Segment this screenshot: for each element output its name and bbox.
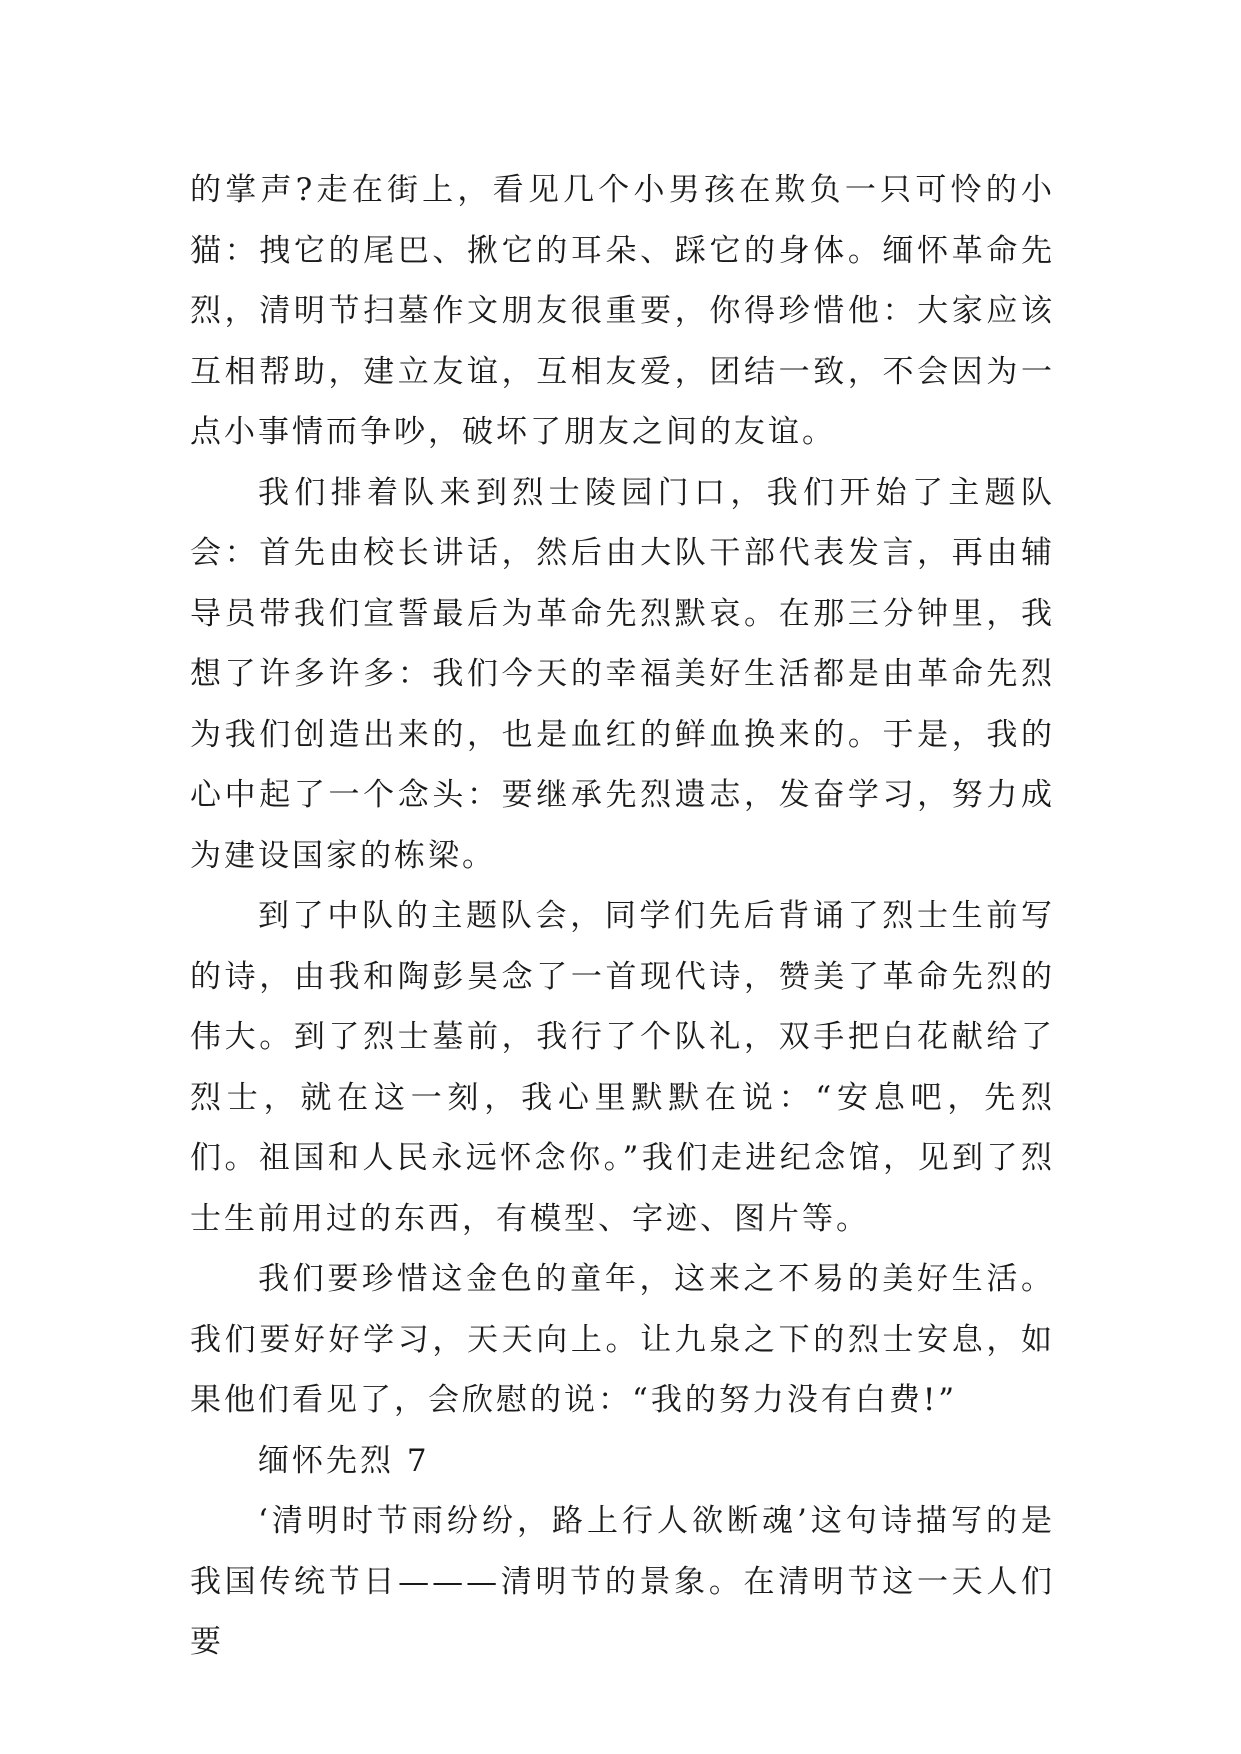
paragraph-5: ‘清明时节雨纷纷，路上行人欲断魂’这句诗描写的是我国传统节日———清明节的景象。在清明节这一天人们要 [190,1503,1055,1660]
paragraph-2: 我们排着队来到烈士陵园门口，我们开始了主题队会：首先由校长讲话，然后由大队干部代表发言，再由辅导员带我们宣誓最后为革命先烈默哀。在那三分钟里，我想了许多许多：我们今天的幸福美好生活都是由革命先烈为我们创造出来的，也是血红的鲜血换来的。于是，我的心中起了一个念头：要继承先烈遗志，发奋学习，努力成为建设国家的栋梁。 [190,474,1055,874]
paragraph-4: 我们要珍惜这金色的童年，这来之不易的美好生活。我们要好好学习，天天向上。让九泉之下的烈士安息，如果他们看见了，会欣慰的说：“我的努力没有白费!” [190,1261,1055,1418]
document-body [190,160,1055,1673]
section-heading: 缅怀先烈 7 [258,1442,430,1479]
paragraph-1: 的掌声?走在街上，看见几个小男孩在欺负一只可怜的小猫：拽它的尾巴、揪它的耳朵、踩它的身体。缅怀革命先烈，清明节扫墓作文朋友很重要，你得珍惜他：大家应该互相帮助，建立友谊，互相友爱，团结一致，不会因为一点小事情而争吵，破坏了朋友之间的友谊。 [190,172,1055,450]
paragraph-3: 到了中队的主题队会，同学们先后背诵了烈士生前写的诗，由我和陶彭昊念了一首现代诗，赞美了革命先烈的伟大。到了烈士墓前，我行了个队礼，双手把白花献给了烈士，就在这一刻，我心里默默在说：“安息吧，先烈们。祖国和人民永远怀念你。”我们走进纪念馆，见到了烈士生前用过的东西，有模型、字迹、图片等。 [190,898,1055,1237]
